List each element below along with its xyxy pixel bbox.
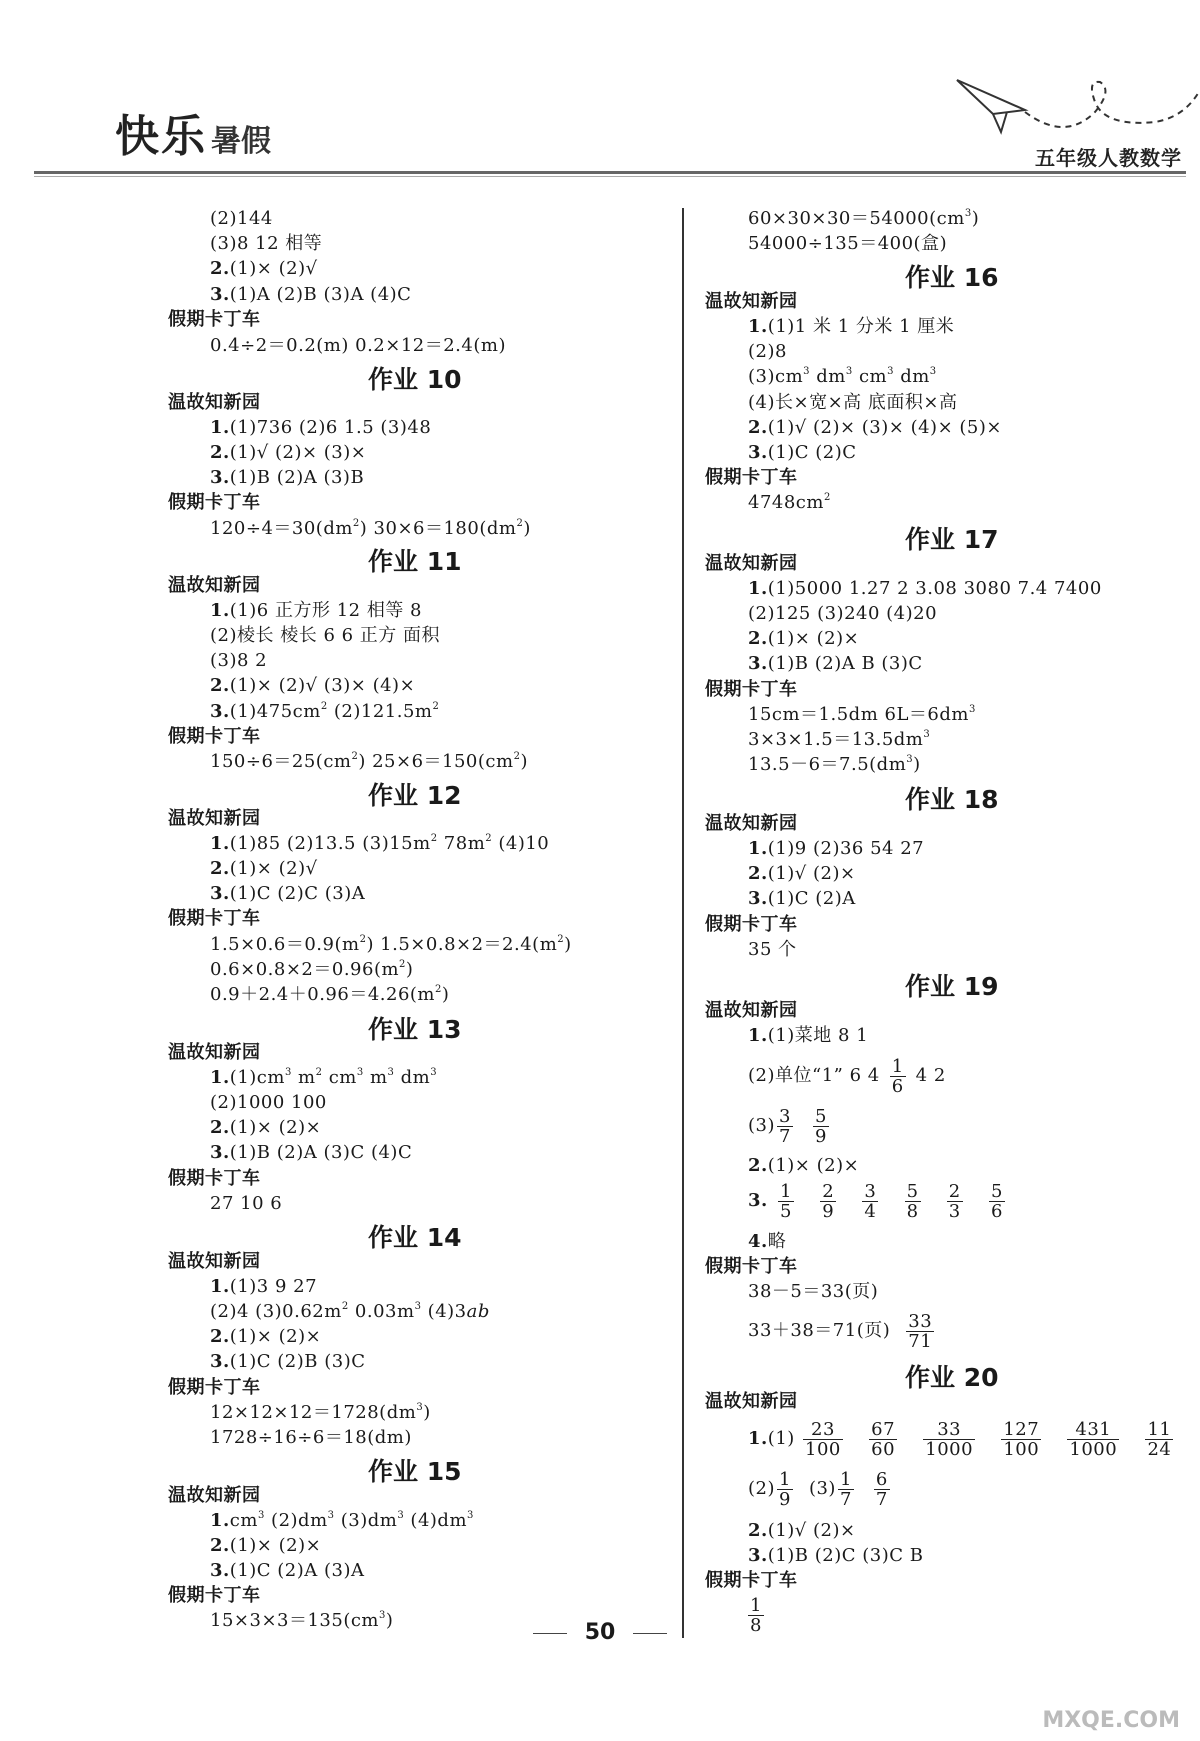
answer-line: 1.(1)9 (2)36 54 27 bbox=[748, 838, 925, 859]
section-title: 温故知新园 bbox=[168, 808, 261, 829]
answer-line: $\frac{1}{8}$ bbox=[750, 1594, 762, 1636]
answer-line: 3.(1)C (2)C (3)A bbox=[210, 883, 366, 904]
section-title: 温故知新园 bbox=[705, 291, 798, 312]
page-header bbox=[0, 0, 1200, 185]
section-title: 假期卡丁车 bbox=[705, 1256, 798, 1277]
answer-line: $150\div 6=25(cm^2)$ $25\times 6=150(cm^2)$ bbox=[210, 751, 528, 772]
section-title: 假期卡丁车 bbox=[168, 908, 261, 929]
answer-line: 1.(1) $\frac{23}{100}$ $\frac{67}{60}$ $\frac{33}{1000}$ $\frac{127}{100}$ $\frac{431}{1000}$ $\frac{11}{24}$ bbox=[748, 1418, 1172, 1460]
homework-heading: 作业 14 bbox=[368, 1223, 462, 1252]
answer-line: 2.(1)× (2)√ (3)× (4)× bbox=[210, 675, 416, 696]
watermark: MXQE.COM bbox=[1042, 1708, 1180, 1733]
section-title: 温故知新园 bbox=[168, 1485, 261, 1506]
answer-line: 2.(1)√ (2)× (3)× (4)× (5)× bbox=[748, 417, 1002, 438]
answer-line: 1.(1)3 9 27 bbox=[210, 1276, 318, 1297]
answer-line: 0.4÷2＝0.2(m) 0.2×12＝2.4(m) bbox=[210, 335, 506, 356]
section-title: 温故知新园 bbox=[705, 553, 798, 574]
homework-heading: 作业 11 bbox=[368, 547, 462, 576]
answer-line: (3) $\frac{3}{7}$ $\frac{5}{9}$ bbox=[748, 1105, 827, 1147]
answer-line: (2)4 $(3)0.62m^2$ $0.03m^3$ (4)3ab bbox=[210, 1301, 490, 1322]
answer-line: 3.(1)C (2)B (3)C bbox=[210, 1351, 366, 1372]
answer-line: 4.略 bbox=[748, 1231, 787, 1252]
answer-line: 1728÷16÷6＝18(dm) bbox=[210, 1427, 412, 1448]
answer-line: 3.(1)C (2)A (3)A bbox=[210, 1560, 365, 1581]
answer-line: 3.(1)C (2)A bbox=[748, 888, 856, 909]
section-title: 假期卡丁车 bbox=[705, 467, 798, 488]
column-divider bbox=[682, 208, 684, 1638]
answer-line: 3.(1)B (2)C (3)C B bbox=[748, 1545, 924, 1566]
answer-line: (2)8 bbox=[748, 341, 787, 362]
section-title: 假期卡丁车 bbox=[168, 1585, 261, 1606]
answer-line: 2.(1)√ (2)× bbox=[748, 863, 856, 884]
answer-line: 1.(1)1 米 1 分米 1 厘米 bbox=[748, 316, 955, 337]
answer-line: 3.(1)C (2)C bbox=[748, 442, 857, 463]
homework-heading: 作业 15 bbox=[368, 1457, 462, 1486]
section-title: 假期卡丁车 bbox=[168, 1377, 261, 1398]
header-rule bbox=[34, 171, 1186, 174]
answer-line: (3)8 12 相等 bbox=[210, 233, 323, 254]
book-logo: 快乐 暑假 bbox=[115, 111, 271, 162]
answer-line: 38－5＝33(页) bbox=[748, 1281, 879, 1302]
section-title: 温故知新园 bbox=[168, 392, 261, 413]
answer-line: $120\div 4=30(dm^2)$ $30\times 6=180(dm^2)$ bbox=[210, 518, 531, 539]
answer-line: 3.(1)B (2)A B (3)C bbox=[748, 653, 923, 674]
answer-line: 35 个 bbox=[748, 939, 797, 960]
answer-line: 3.(1)A (2)B (3)A (4)C bbox=[210, 284, 412, 305]
section-title: 假期卡丁车 bbox=[705, 1570, 798, 1591]
answer-line: $3\times 3\times 1.5=13.5dm^3$ bbox=[748, 729, 931, 750]
section-title: 温故知新园 bbox=[705, 813, 798, 834]
answer-line: 2.(1)√ (2)× (3)× bbox=[210, 442, 367, 463]
answer-line: 2.(1)√ (2)× bbox=[748, 1520, 856, 1541]
section-title: 温故知新园 bbox=[168, 1042, 261, 1063]
answer-line: $1.cm^3$ $(2)dm^3$ $(3)dm^3$ $(4)dm^3$ bbox=[210, 1510, 474, 1531]
answer-line: (4)长×宽×高 底面积×高 bbox=[748, 392, 958, 413]
answer-line: $1.5\times 0.6=0.9(m^2)$ $1.5\times 0.8\times 2=2.4(m^2)$ bbox=[210, 934, 572, 955]
section-title: 假期卡丁车 bbox=[168, 309, 261, 330]
answer-line: (2)棱长 棱长 6 6 正方 面积 bbox=[210, 625, 441, 646]
answer-line: 2.(1)× (2)× bbox=[210, 1117, 322, 1138]
answer-line: 1.(1)5000 1.27 2 3.08 3080 7.4 7400 bbox=[748, 578, 1102, 599]
answer-line: 2.(1)× (2)× bbox=[748, 628, 860, 649]
answer-line: 2.(1)× (2)√ bbox=[210, 258, 318, 279]
answer-line: $13.5-6=7.5(dm^3)$ bbox=[748, 754, 921, 775]
answer-line: 1.(1)736 (2)6 1.5 (3)48 bbox=[210, 417, 432, 438]
header-rule-thin bbox=[34, 176, 1186, 177]
section-title: 温故知新园 bbox=[168, 1251, 261, 1272]
answer-line: $3.(1)475cm^2$ $(2)121.5m^2$ bbox=[210, 701, 440, 722]
section-title: 温故知新园 bbox=[168, 575, 261, 596]
answer-line: $15\times 3\times 3=135(cm^3)$ bbox=[210, 1610, 394, 1631]
answer-line: $(3)cm^3$ $dm^3$ $cm^3$ $dm^3$ bbox=[748, 366, 937, 387]
answer-line: 3. $\frac{1}{5}$ $\frac{2}{9}$ $\frac{3}{4}$ $\frac{5}{8}$ $\frac{2}{3}$ $\frac{5}{6}$ bbox=[748, 1180, 1003, 1222]
answer-line: $4748cm^2$ bbox=[748, 492, 831, 513]
answer-line: $12\times 12\times 12=1728(dm^3)$ bbox=[210, 1402, 431, 1423]
answer-line: 33＋38＝71(页) $\frac{33}{71}$ bbox=[748, 1310, 933, 1352]
answer-line: 27 10 6 bbox=[210, 1193, 283, 1214]
answer-line: (3)8 2 bbox=[210, 650, 268, 671]
answer-line: 1.(1)85 (2)13.5 $(3)15m^2$ $78m^2$ (4)10 bbox=[210, 833, 550, 854]
answer-line: 2.(1)× (2)× bbox=[748, 1155, 860, 1176]
section-title: 温故知新园 bbox=[705, 1000, 798, 1021]
homework-heading: 作业 13 bbox=[368, 1015, 462, 1044]
homework-heading: 作业 12 bbox=[368, 781, 462, 810]
answer-line: (2) $\frac{1}{9}$ (3) $\frac{1}{7}$ $\frac{6}{7}$ bbox=[748, 1468, 888, 1510]
answer-line: 2.(1)× (2)× bbox=[210, 1535, 322, 1556]
homework-heading: 作业 16 bbox=[905, 263, 999, 292]
answer-line: 2.(1)× (2)√ bbox=[210, 858, 318, 879]
homework-heading: 作业 18 bbox=[905, 785, 999, 814]
answer-line: 54000÷135＝400(盒) bbox=[748, 233, 948, 254]
homework-heading: 作业 10 bbox=[368, 365, 462, 394]
answer-line: 15cm＝1.5dm $6L=6dm^3$ bbox=[748, 704, 976, 725]
section-title: 假期卡丁车 bbox=[168, 1168, 261, 1189]
answer-line: (2)1000 100 bbox=[210, 1092, 327, 1113]
section-title: 假期卡丁车 bbox=[168, 492, 261, 513]
answer-line: 1.(1)6 正方形 12 相等 8 bbox=[210, 600, 422, 621]
homework-heading: 作业 20 bbox=[905, 1363, 999, 1392]
answer-line: $0.9+2.4+0.96=4.26(m^2)$ bbox=[210, 984, 450, 1005]
answer-line: 3.(1)B (2)A (3)B bbox=[210, 467, 365, 488]
section-title: 假期卡丁车 bbox=[705, 914, 798, 935]
answer-line: (2)单位“1” 6 4 $\frac{1}{6}$ 4 2 bbox=[748, 1055, 946, 1097]
answer-line: $0.6\times 0.8\times 2=0.96(m^2)$ bbox=[210, 959, 414, 980]
grade-label: 五年级人教数学 bbox=[1035, 146, 1182, 170]
answer-line: 2.(1)× (2)× bbox=[210, 1326, 322, 1347]
answer-line: (2)125 (3)240 (4)20 bbox=[748, 603, 938, 624]
answer-line: $60\times 30\times 30=54000(cm^3)$ bbox=[748, 208, 980, 229]
homework-heading: 作业 19 bbox=[905, 972, 999, 1001]
homework-heading: 作业 17 bbox=[905, 525, 999, 554]
answer-line: (2)144 bbox=[210, 208, 273, 229]
paper-plane-icon bbox=[955, 72, 1200, 144]
section-title: 温故知新园 bbox=[705, 1391, 798, 1412]
answer-line: 3.(1)B (2)A (3)C (4)C bbox=[210, 1142, 413, 1163]
page-number: 50 bbox=[0, 1620, 1200, 1645]
section-title: 假期卡丁车 bbox=[705, 679, 798, 700]
answer-line: $1.(1)cm^3$ $m^2$ $cm^3$ $m^3$ $dm^3$ bbox=[210, 1067, 438, 1088]
answer-line: 1.(1)菜地 8 1 bbox=[748, 1025, 869, 1046]
section-title: 假期卡丁车 bbox=[168, 726, 261, 747]
